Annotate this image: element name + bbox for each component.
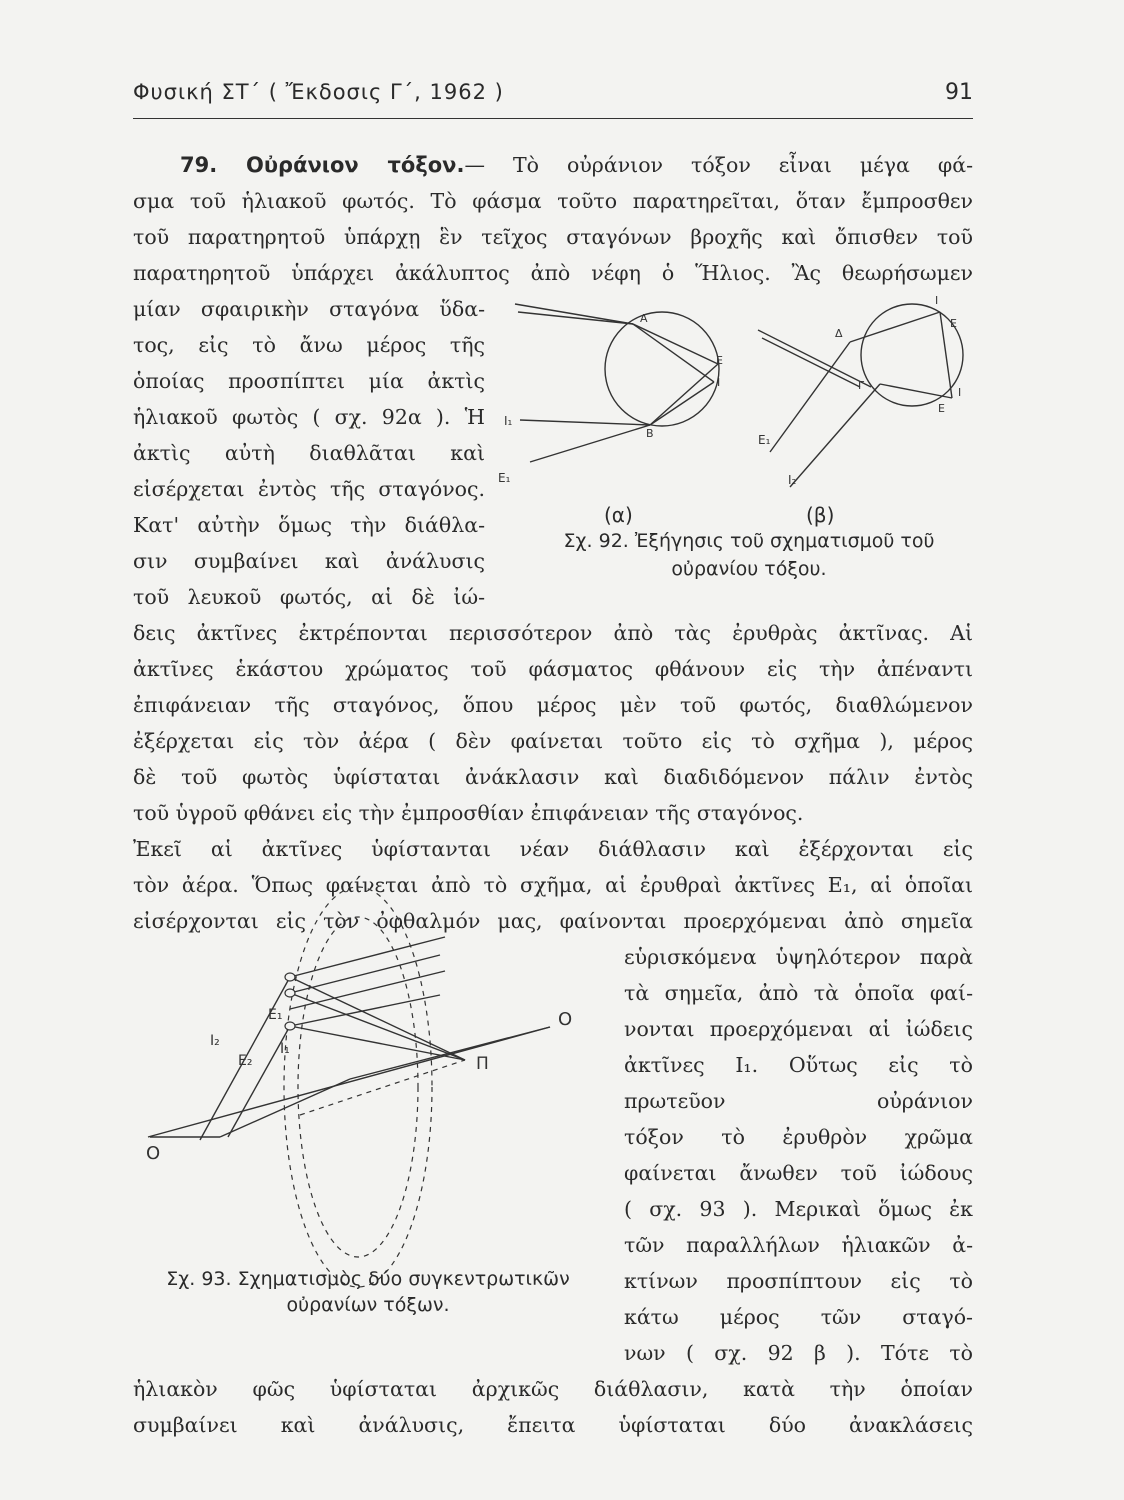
fig92a-label: I: [717, 376, 721, 389]
fig92-caption-line1: Σχ. 92. Ἐξήγησις τοῦ σχηματισμοῦ τοῦ: [563, 530, 935, 552]
fig92b-label: E: [938, 402, 945, 415]
section-title: 79. Οὐράνιον τόξον.: [180, 153, 465, 177]
running-header: [133, 80, 973, 116]
fig92-sublabel-b: (β): [806, 503, 835, 527]
fig93-label: O: [558, 1009, 573, 1030]
text-line: τῶν παραλλήλων ἡλιακῶν ἀ-: [624, 1233, 973, 1257]
page-number: 91: [945, 80, 973, 105]
fig92b-label: I₂: [788, 473, 797, 487]
text-line: εἰσέρχεται ἐντὸς τῆς σταγόνος.: [133, 477, 485, 501]
fig92a-label: B: [646, 427, 654, 440]
text-line: συμβαίνει καὶ ἀνάλυσις, ἔπειτα ὑφίσταται δύο ἀνακλάσεις: [133, 1413, 973, 1437]
fig93-caption-line1: Σχ. 93. Σχηματισμὸς δύο συγκεντρωτικῶν: [166, 1268, 570, 1290]
text-line: ἡλιακὸν φῶς ὑφίσταται ἀρχικῶς διάθλασιν, κατὰ τὴν ὁποίαν: [133, 1377, 973, 1401]
header-title: Φυσική ΣΤ΄ ( Ἔκδοσις Γ΄, 1962 ): [133, 80, 504, 104]
fig93-label: Π: [476, 1054, 489, 1074]
figure-92a: [490, 292, 740, 492]
text-line: κτίνων προσπίπτουν εἰς τὸ: [624, 1269, 973, 1293]
text-line: κάτω μέρος τῶν σταγό-: [624, 1305, 973, 1329]
section-heading-line: [133, 148, 973, 182]
fig93-label: I₂: [210, 1033, 220, 1049]
text-line: εὑρισκόμενα ὑψηλότερον παρὰ: [624, 945, 973, 969]
fig92b-label: Γ: [858, 379, 865, 392]
text-line: ἀκτῖνες Ι₁. Οὕτως εἰς τὸ: [624, 1053, 973, 1077]
text-line: εἰσέρχονται εἰς τὸν ὀφθαλμόν μας, φαίνονται προερχόμεναι ἀπὸ σημεῖα: [133, 909, 973, 933]
text-line: ἐπιφάνειαν τῆς σταγόνος, ὅπου μέρος μὲν τοῦ φωτός, διαθλώμενον: [133, 693, 973, 717]
text-line: ὁποίας προσπίπτει μία ἀκτὶς: [133, 369, 485, 393]
text-line: τὰ σημεῖα, ἀπὸ τὰ ὁποῖα φαί-: [624, 981, 973, 1005]
text-line: φαίνεται ἄνωθεν τοῦ ἰώδους: [624, 1161, 973, 1185]
fig92b-label: E₁: [758, 433, 771, 447]
text-line: δεις ἀκτῖνες ἐκτρέπονται περισσότερον ἀπὸ τὰς ἐρυθρὰς ἀκτῖνας. Αἱ: [133, 621, 973, 645]
fig93-label: I₁: [280, 1041, 290, 1057]
text-line: τόξον τὸ ἐρυθρὸν χρῶμα: [624, 1125, 973, 1149]
fig93-label: E₂: [238, 1053, 253, 1069]
fig92-sublabel-a: (α): [604, 503, 633, 527]
text-line: Ἐκεῖ αἱ ἀκτῖνες ὑφίστανται νέαν διάθλασιν καὶ ἐξέρχονται εἰς: [133, 837, 973, 861]
fig92b-label: I: [958, 386, 962, 399]
fig92a-label: E: [716, 354, 723, 367]
text-line: νονται προερχόμεναι αἱ ἰώδεις: [624, 1017, 973, 1041]
fig92-caption-line2: οὐρανίου τόξου.: [671, 558, 827, 580]
text-line: τοῦ παρατηρητοῦ ὑπάρχῃ ἓν τεῖχος σταγόνων βροχῆς καὶ ὄπισθεν τοῦ: [133, 225, 973, 249]
fig93-label: O: [146, 1143, 161, 1164]
fig93-caption-line2: οὐρανίων τόξων.: [286, 1294, 450, 1316]
text-line: σμα τοῦ ἡλιακοῦ φωτός. Τὸ φάσμα τοῦτο παρατηρεῖται, ὅταν ἔμπροσθεν: [133, 189, 973, 213]
text-line: ἀκτῖνες ἑκάστου χρώματος τοῦ φάσματος φθάνουν εἰς τὴν ἀπέναντι: [133, 657, 973, 681]
header-rule: [133, 118, 973, 119]
fig92a-label: E₁: [498, 471, 511, 485]
text-line: νων ( σχ. 92 β ). Τότε τὸ: [624, 1341, 973, 1365]
text-line: παρατηρητοῦ ὑπάρχει ἀκάλυπτος ἀπὸ νέφη ὁ Ἥλιος. Ἂς θεωρήσωμεν: [133, 261, 973, 285]
text-line: σιν συμβαίνει καὶ ἀνάλυσις: [133, 549, 485, 573]
text-line: τὸν ἀέρα. Ὅπως φαίνεται ἀπὸ τὸ σχῆμα, αἱ ἐρυθραὶ ἀκτῖνες Ε₁, αἱ ὁποῖαι: [133, 873, 973, 897]
text-line: μίαν σφαιρικὴν σταγόνα ὕδα-: [133, 297, 485, 321]
text-line: δὲ τοῦ φωτὸς ὑφίσταται ἀνάκλασιν καὶ διαδιδόμενον πάλιν ἐντὸς: [133, 765, 973, 789]
text-line: ( σχ. 93 ). Μερικαὶ ὅμως ἐκ: [624, 1197, 973, 1221]
text-line: Κατ' αὐτὴν ὅμως τὴν διάθλα-: [133, 513, 485, 537]
text-line: ἀκτὶς αὐτὴ διαθλᾶται καὶ: [133, 441, 485, 465]
fig92b-label: E: [950, 317, 957, 330]
text-line: τοῦ λευκοῦ φωτός, αἱ δὲ ἰώ-: [133, 585, 485, 609]
text-line: τοῦ ὑγροῦ φθάνει εἰς τὴν ἐμπροσθίαν ἐπιφάνειαν τῆς σταγόνος.: [133, 801, 804, 825]
text-line: ἐξέρχεται εἰς τὸν ἀέρα ( δὲν φαίνεται τοῦτο εἰς τὸ σχῆμα ), μέρος: [133, 729, 973, 753]
section-lead: — Τὸ οὐράνιον τόξον εἶναι μέγα φά-: [464, 153, 973, 177]
text-line: ἡλιακοῦ φωτὸς ( σχ. 92α ). Ἡ: [133, 405, 485, 429]
fig92b-label: I: [935, 294, 939, 307]
text-line: τος, εἰς τὸ ἄνω μέρος τῆς: [133, 333, 485, 357]
fig93-label: E₁: [268, 1007, 283, 1023]
fig92a-label: A: [640, 312, 648, 325]
figure-93: [140, 915, 600, 1270]
text-line: πρωτεῦον οὐράνιον: [624, 1089, 973, 1113]
fig92b-label: Δ: [835, 327, 843, 340]
fig92a-label: I₁: [504, 414, 513, 428]
figure-92b: [740, 292, 980, 492]
